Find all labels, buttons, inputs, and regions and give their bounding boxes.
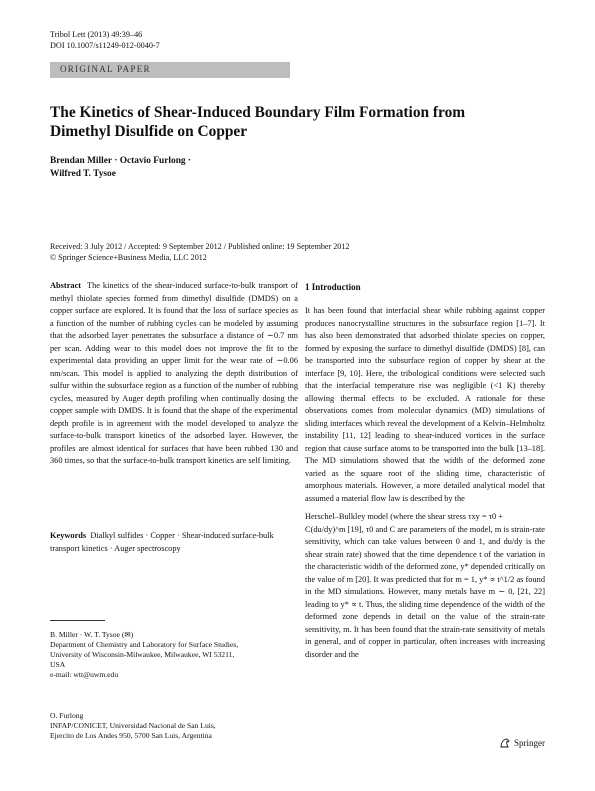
publication-dates <box>50 241 550 263</box>
paper-type-bar <box>50 62 290 78</box>
introduction-body <box>305 305 545 661</box>
journal-citation: Tribol Lett (2013) 49:39–46 <box>50 30 143 39</box>
affiliation-2-addr: Ejercito de Los Andes 950, 5700 San Luis, Argentina <box>50 731 212 740</box>
authors-line-2: Wilfred T. Tysoe <box>50 169 116 179</box>
intro-paragraph-2a: Herschel–Bulkley model (where the shear stress τxy = τ0 + <box>305 512 504 521</box>
affiliation-dept: Department of Chemistry and Laboratory for Surface Studies, <box>50 640 239 649</box>
doi: DOI 10.1007/s11249-012-0040-7 <box>50 41 160 50</box>
affiliation-names: B. Miller · W. T. Tysoe (✉) <box>50 630 134 639</box>
affiliation-2-inst: INFAP/CONICET, Universidad Nacional de San Luis, <box>50 721 216 730</box>
authors <box>50 155 350 181</box>
intro-paragraph-2b: C(du/dy)^m [19], τ0 and C are parameters of the model, m is strain-rate sensitivity, which can take values between 0 and 1, and du/dy is the shear strain rate) showed that the time dependence t of the variation in the characteristic width of the deformed zone, y* depended critically on the value of m [20]. It was predicted that for m = 1, y* ∝ t^1/2 as found in the MD simulations. However, many metals have m ∼ 0, [21, 22] leading to y* ∝ t. Thus, the sliding time dependence of the width of the deformed zone depends in detail on the value of the strain-rate sensitivity, m. It has been found that the strain-rate sensitivity of metals in general, and of copper in particular, often increases with increasing disorder and the <box>305 524 545 659</box>
affiliation-1 <box>50 630 298 680</box>
intro-paragraph-1: It has been found that interfacial shear while rubbing against copper produces nanocrystalline structures in the subsurface region [1–7]. It has also been demonstrated that adsorbed thiolate species on copper, formed by exposing the surface to dimethyl disulfide (DMDS) [8], can be transported into the subsurface region of copper by shear at the interface [9, 10]. Here, the tribological conditions were selected such that the interfacial temperature rise was negligible (<1 K) thereby allowing thermal effects to be excluded. A rationale for these observations comes from molecular dynamics (MD) simulations of sliding interfaces which reveal the development of a Kelvin–Helmholtz instability [11, 12] leading to shear-induced vortices in the surface region that cause surface atoms to be transported into the bulk [13–18]. The MD simulations showed that the width of the deformed zone varied as the square root of the sliding time, characteristic of amorphous materials. However, a more detailed analytical model that assumed a material flow law is described by the <box>305 306 545 503</box>
abstract-text: The kinetics of the shear-induced surface-to-bulk transport of methyl thiolate species formed from dimethyl disulfide (DMDS) on a copper surface are explored. It is found that the loss of surface species as a function of the number of rubbing cycles can be modeled by assuming that the adsorbed layer penetrates the subsurface a distance of ∼0.7 nm per scan. Adding wear to this model does not improve the fit to the experimental data providing an upper limit for the wear rate of ∼0.06 nm/scan. This model is applied to analyzing the depth distribution of sulfur within the subsurface region as a function of the number of rubbing cycles, measured by Auger depth profiling when continually dosing the copper sample with DMDS. It is found that the shape of the experimental depth profile is in agreement with the model developed to analyze the surface-to-bulk transport kinetics of the adsorbed layer. However, the profiles are almost identical for surfaces that have been rubbed 130 and 360 times, so that the surface-to-bulk transport kinetics are self limiting. <box>50 281 299 465</box>
affiliation-univ: University of Wisconsin-Milwaukee, Milwaukee, WI 53211, <box>50 650 235 659</box>
section-heading-introduction: 1 Introduction <box>305 282 361 292</box>
keywords <box>50 530 298 555</box>
copyright-line: © Springer Science+Business Media, LLC 2012 <box>50 253 207 262</box>
publisher-logo <box>499 737 545 749</box>
paper-type-label: ORIGINAL PAPER <box>60 64 151 74</box>
journal-header <box>50 29 160 51</box>
footnote-rule <box>50 620 105 621</box>
keywords-label: Keywords <box>50 531 87 540</box>
received-line: Received: 3 July 2012 / Accepted: 9 September 2012 / Published online: 19 September 2012 <box>50 242 350 251</box>
keywords-text: Dialkyl sulfides · Copper · Shear-induced surface-bulk transport kinetics · Auger spectroscopy <box>50 531 274 553</box>
abstract <box>50 280 298 468</box>
abstract-label: Abstract <box>50 281 82 290</box>
springer-horse-icon <box>499 737 511 749</box>
publisher-name: Springer <box>514 738 545 748</box>
paper-title: The Kinetics of Shear-Induced Boundary Film Formation from Dimethyl Disulfide on Copper <box>50 104 466 140</box>
authors-line-1: Brendan Miller · Octavio Furlong · <box>50 156 192 166</box>
affiliation-2-name: O. Furlong <box>50 711 84 720</box>
affiliation-2 <box>50 711 298 741</box>
affiliation-country: USA <box>50 660 66 669</box>
affiliation-email[interactable]: e-mail: wtt@uwm.edu <box>50 670 119 679</box>
